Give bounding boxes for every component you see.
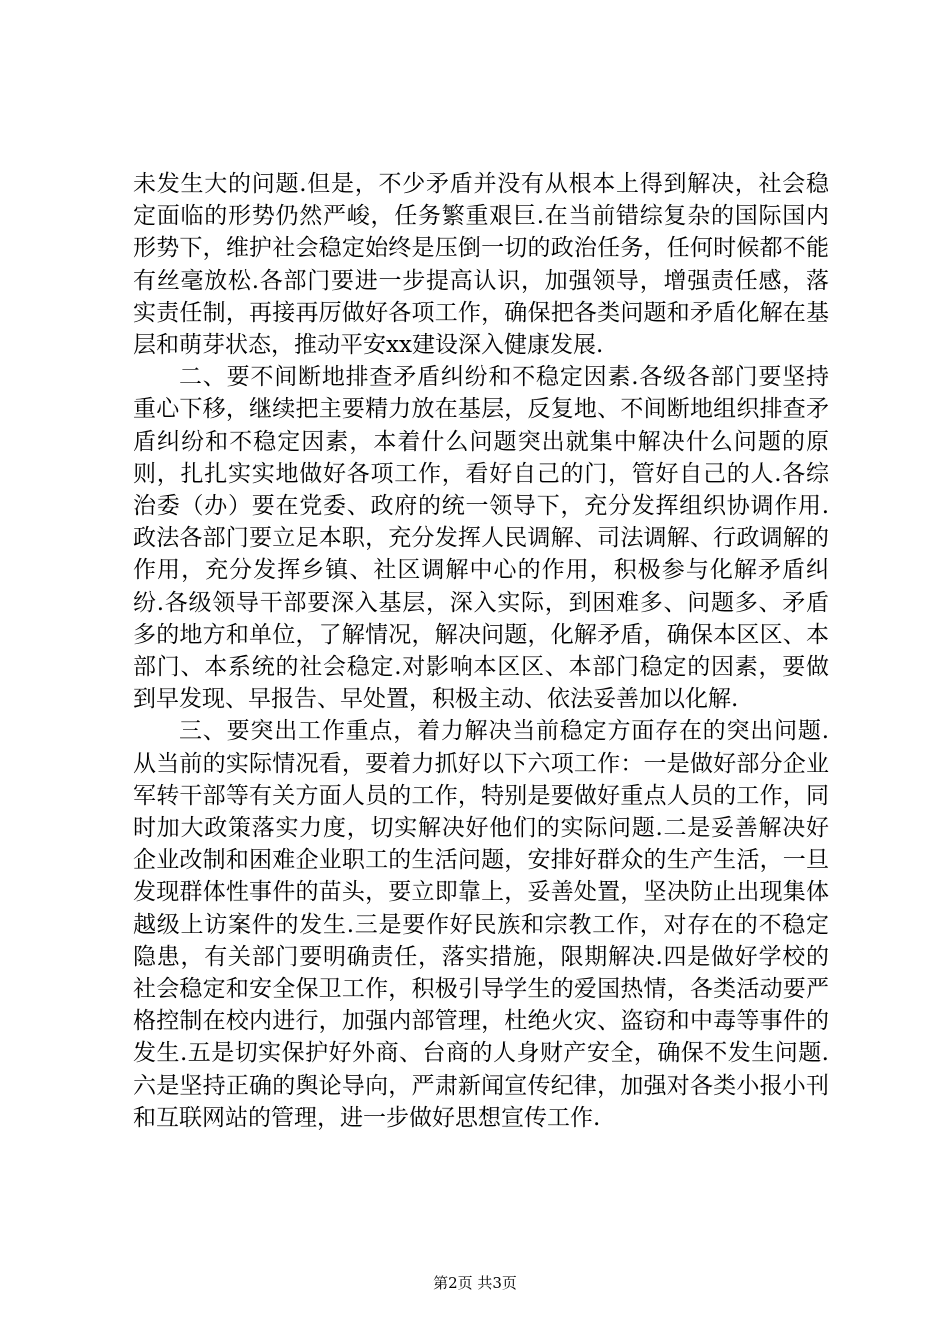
page-number-footer: 第2页 共3页 [433, 1274, 517, 1292]
paragraph-section-three: 三、要突出工作重点，着力解决当前稳定方面存在的突出问题.从当前的实际情况看，要着力抓好以下六项工作：一是做好部分企业军转干部等有关方面人员的工作，特别是要做好重点人员的工作，同时加大政策落实力度，切实解决好他们的实际问题.二是妥善解决好企业改制和困难企业职工的生活问题，安排好群众的生产生活，一旦发现群体性事件的苗头，要立即靠上，妥善处置，坚决防止出现集体越级上访案件的发生.三是要作好民族和宗教工作，对存在的不稳定隐患，有关部门要明确责任，落实措施，限期解决.四是做好学校的社会稳定和安全保卫工作，积极引导学生的爱国热情，各类活动要严格控制在校内进行，加强内部管理，杜绝火灾、盗窃和中毒等事件的发生.五是切实保护好外商、台商的人身财产安全，确保不发生问题.六是坚持正确的舆论导向，严肃新闻宣传纪律，加强对各类小报小刊和互联网站的管理，进一步做好思想宣传工作. [133, 718, 829, 1131]
paragraph-continuation: 未发生大的问题.但是，不少矛盾并没有从根本上得到解决，社会稳定面临的形势仍然严峻，任务繁重艰巨.在当前错综复杂的国际国内形势下，维护社会稳定始终是压倒一切的政治任务，任何时候都不能有丝毫放松.各部门要进一步提高认识，加强领导，增强责任感，落实责任制，再接再厉做好各项工作，确保把各类问题和矛盾化解在基层和萌芽状态，推动平安xx建设深入健康发展. [133, 171, 829, 359]
document-body [133, 168, 829, 1134]
paragraph-section-two: 二、要不间断地排查矛盾纠纷和不稳定因素.各级各部门要坚持重心下移，继续把主要精力放在基层，反复地、不间断地组织排查矛盾纠纷和不稳定因素，本着什么问题突出就集中解决什么问题的原则，扎扎实实地做好各项工作，看好自己的门，管好自己的人.各综治委（办）要在党委、政府的统一领导下，充分发挥组织协调作用.政法各部门要立足本职，充分发挥人民调解、司法调解、行政调解的作用，充分发挥乡镇、社区调解中心的作用，积极参与化解矛盾纠纷.各级领导干部要深入基层，深入实际，到困难多、问题多、矛盾多的地方和单位，了解情况，解决问题，化解矛盾，确保本区区、本部门、本系统的社会稳定.对影响本区区、本部门稳定的因素，要做到早发现、早报告、早处置，积极主动、依法妥善加以化解. [133, 364, 829, 713]
